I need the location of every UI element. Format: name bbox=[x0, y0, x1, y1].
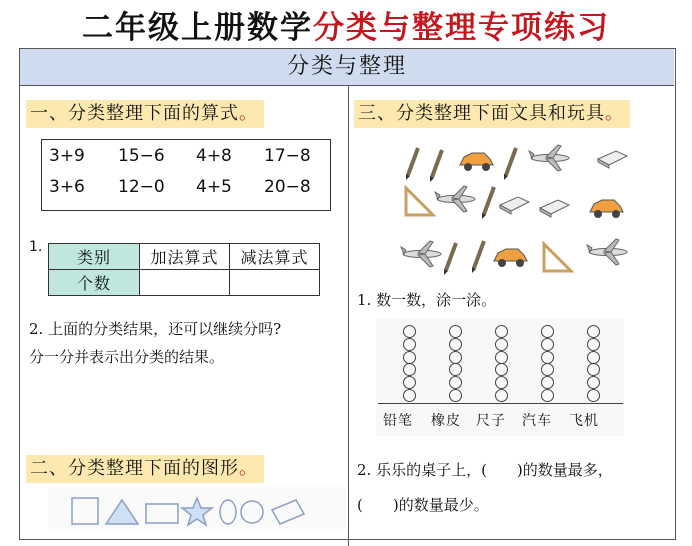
pencil-icon bbox=[440, 240, 462, 280]
count-label: 飞机 bbox=[569, 413, 599, 429]
count-circle[interactable] bbox=[541, 389, 554, 402]
pencil-icon bbox=[402, 145, 424, 185]
count-label: 橡皮 bbox=[431, 413, 461, 429]
car-icon bbox=[586, 193, 626, 225]
count-circle[interactable] bbox=[541, 351, 554, 364]
pencil-icon bbox=[468, 238, 490, 278]
section2-heading-text: 二、分类整理下面的图形 bbox=[30, 458, 239, 479]
count-circle[interactable] bbox=[449, 351, 462, 364]
eraser-icon bbox=[594, 147, 630, 173]
expression-item: 4+5 bbox=[196, 177, 232, 197]
section1-heading-text: 一、分类整理下面的算式 bbox=[30, 103, 239, 124]
count-circle[interactable] bbox=[587, 389, 600, 402]
table-header-addition: 加法算式 bbox=[140, 244, 230, 270]
s3-q2-line1: 2. 乐乐的桌子上，( )的数量最多， bbox=[357, 461, 613, 479]
count-circle[interactable] bbox=[403, 389, 416, 402]
airplane-icon bbox=[400, 238, 444, 274]
count-circle[interactable] bbox=[587, 325, 600, 338]
eraser-icon bbox=[496, 193, 532, 219]
square-shape bbox=[72, 498, 98, 524]
oval-shape bbox=[220, 500, 236, 524]
s3-q1: 1. 数一数，涂一涂。 bbox=[357, 291, 497, 309]
count-label: 铅笔 bbox=[383, 413, 413, 429]
count-circle[interactable] bbox=[449, 325, 462, 338]
section2-heading bbox=[26, 455, 264, 483]
count-circle[interactable] bbox=[495, 351, 508, 364]
table-cell-addition-count[interactable] bbox=[140, 270, 230, 296]
title-black: 二年级上册数学 bbox=[82, 10, 313, 46]
expression-item: 17−8 bbox=[264, 146, 311, 166]
car-icon bbox=[456, 146, 496, 178]
counting-baseline bbox=[378, 403, 623, 404]
airplane-icon bbox=[586, 236, 630, 272]
shapes-row bbox=[60, 488, 320, 529]
circle-shape bbox=[241, 501, 263, 523]
triangle-shape bbox=[106, 500, 138, 524]
table-row-count-label: 个数 bbox=[49, 270, 140, 296]
count-circle[interactable] bbox=[403, 351, 416, 364]
s1-q2-line2: 分一分并表示出分类的结果。 bbox=[29, 348, 225, 366]
section3-heading bbox=[354, 100, 630, 128]
title-red: 分类与整理专项练习 bbox=[313, 10, 610, 46]
expression-item: 20−8 bbox=[264, 177, 311, 197]
s1-q1-number: 1. bbox=[29, 239, 43, 255]
expression-item: 12−0 bbox=[118, 177, 165, 197]
count-label: 尺子 bbox=[476, 413, 506, 429]
section-band: 分类与整理 bbox=[20, 49, 674, 86]
expression-item: 4+8 bbox=[196, 146, 232, 166]
section1-heading bbox=[26, 100, 264, 128]
count-circle[interactable] bbox=[403, 325, 416, 338]
section3-heading-dot: 。 bbox=[605, 103, 624, 124]
count-circle[interactable] bbox=[587, 338, 600, 351]
pencil-icon bbox=[426, 147, 448, 187]
table-header-category: 类别 bbox=[49, 244, 140, 270]
expression-item: 3+9 bbox=[49, 146, 85, 166]
column-divider bbox=[348, 86, 349, 546]
count-label: 汽车 bbox=[522, 413, 552, 429]
parallelogram-shape bbox=[272, 500, 304, 524]
section2-heading-dot: 。 bbox=[239, 458, 258, 479]
count-circle[interactable] bbox=[541, 325, 554, 338]
expression-item: 3+6 bbox=[49, 177, 85, 197]
count-circle[interactable] bbox=[449, 338, 462, 351]
car-icon bbox=[490, 242, 530, 274]
s3-q2-line2: ( )的数量最少。 bbox=[357, 496, 489, 514]
pencil-icon bbox=[500, 145, 522, 185]
count-circle[interactable] bbox=[587, 351, 600, 364]
ruler-icon bbox=[402, 184, 436, 222]
star-shape bbox=[182, 498, 212, 525]
expression-item: 15−6 bbox=[118, 146, 165, 166]
count-circle[interactable] bbox=[449, 389, 462, 402]
eraser-icon bbox=[536, 196, 572, 222]
page-title bbox=[0, 2, 692, 47]
table-cell-subtraction-count[interactable] bbox=[230, 270, 320, 296]
ruler-icon bbox=[540, 240, 574, 278]
count-circle[interactable] bbox=[403, 338, 416, 351]
airplane-icon bbox=[528, 142, 572, 178]
rectangle-shape bbox=[146, 504, 178, 523]
count-circle[interactable] bbox=[495, 338, 508, 351]
count-circle[interactable] bbox=[495, 325, 508, 338]
classification-table bbox=[48, 243, 320, 296]
airplane-icon bbox=[434, 183, 478, 219]
s1-q2-line1: 2. 上面的分类结果，还可以继续分吗? bbox=[29, 320, 282, 338]
table-header-subtraction: 减法算式 bbox=[230, 244, 320, 270]
count-circle[interactable] bbox=[495, 389, 508, 402]
section3-heading-text: 三、分类整理下面文具和玩具 bbox=[358, 103, 605, 124]
section1-heading-dot: 。 bbox=[239, 103, 258, 124]
count-circle[interactable] bbox=[541, 338, 554, 351]
